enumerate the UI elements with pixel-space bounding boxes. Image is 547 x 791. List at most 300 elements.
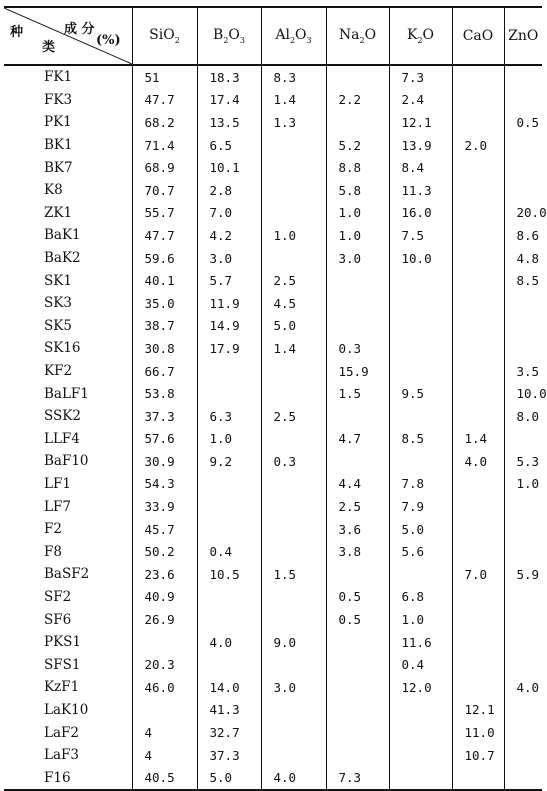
composition-value-cell: 26.9 — [132, 608, 197, 631]
table-row — [4, 224, 542, 247]
composition-value-cell: 6.5 — [197, 134, 261, 157]
composition-value-cell — [261, 495, 326, 518]
composition-value-cell: 3.5 — [504, 360, 542, 383]
composition-value-cell — [261, 247, 326, 270]
composition-value-cell — [326, 111, 389, 134]
glass-type-cell: KzF1 — [44, 679, 80, 696]
composition-value-cell — [504, 179, 542, 202]
composition-value-cell: 45.7 — [132, 518, 197, 541]
glass-type-cell: BaK2 — [44, 250, 81, 267]
composition-value-cell — [389, 405, 452, 428]
composition-value-cell: 11.0 — [452, 721, 504, 744]
composition-value-cell: 12.1 — [452, 699, 504, 722]
composition-value-cell: 1.3 — [261, 111, 326, 134]
glass-type-cell: BaSF2 — [44, 566, 90, 583]
composition-value-cell — [389, 766, 452, 790]
table-row — [4, 202, 542, 225]
column-header: $B_2O_3$ — [197, 7, 261, 65]
glass-type-cell: K8 — [44, 182, 63, 199]
composition-value-cell: 47.7 — [132, 89, 197, 112]
composition-value-cell: 3.0 — [197, 247, 261, 270]
composition-value-cell — [452, 247, 504, 270]
glass-type-cell: FK1 — [44, 69, 73, 86]
glass-type-cell: LF7 — [44, 498, 71, 515]
composition-value-cell: 7.3 — [326, 766, 389, 790]
composition-value-cell — [261, 360, 326, 383]
composition-value-cell: 3.8 — [326, 540, 389, 563]
composition-value-cell — [452, 405, 504, 428]
composition-value-cell — [452, 676, 504, 699]
table-row — [4, 134, 542, 157]
composition-value-cell: 0.4 — [389, 653, 452, 676]
composition-value-cell: 8.3 — [261, 65, 326, 89]
composition-value-cell: 17.4 — [197, 89, 261, 112]
composition-value-cell: 9.5 — [389, 382, 452, 405]
composition-value-cell — [326, 405, 389, 428]
composition-value-cell — [504, 65, 542, 89]
composition-value-cell — [197, 495, 261, 518]
composition-value-cell — [504, 134, 542, 157]
table-row — [4, 269, 542, 292]
composition-value-cell: 11.6 — [389, 631, 452, 654]
table-row — [4, 586, 542, 609]
composition-value-cell — [261, 428, 326, 451]
composition-value-cell: 1.4 — [261, 89, 326, 112]
composition-value-cell — [504, 495, 542, 518]
glass-type-cell: SK5 — [44, 317, 72, 334]
glass-type-cell: ZK1 — [44, 204, 73, 221]
composition-value-cell — [389, 450, 452, 473]
composition-value-cell: 1.0 — [389, 608, 452, 631]
composition-value-cell — [452, 179, 504, 202]
composition-value-cell — [261, 518, 326, 541]
composition-value-cell — [132, 699, 197, 722]
column-header: $K_2O$ — [389, 7, 452, 65]
composition-value-cell — [452, 111, 504, 134]
composition-value-cell — [389, 292, 452, 315]
composition-value-cell — [452, 292, 504, 315]
composition-value-cell: 0.5 — [326, 608, 389, 631]
composition-value-cell — [326, 653, 389, 676]
composition-value-cell: 13.9 — [389, 134, 452, 157]
glass-type-cell: LaF2 — [44, 724, 79, 741]
composition-value-cell — [504, 89, 542, 112]
composition-value-cell — [452, 608, 504, 631]
composition-value-cell — [504, 540, 542, 563]
composition-value-cell — [504, 631, 542, 654]
composition-value-cell — [261, 473, 326, 496]
table-row — [4, 699, 542, 722]
table-row — [4, 315, 542, 338]
composition-value-cell: 14.9 — [197, 315, 261, 338]
composition-value-cell: 10.1 — [197, 156, 261, 179]
composition-value-cell: 54.3 — [132, 473, 197, 496]
composition-value-cell — [389, 337, 452, 360]
composition-value-cell: 1.0 — [326, 224, 389, 247]
composition-value-cell — [452, 89, 504, 112]
glass-type-cell: SK3 — [44, 295, 72, 312]
composition-value-cell: 5.0 — [197, 766, 261, 790]
composition-value-cell: 20.3 — [132, 653, 197, 676]
glass-type-cell: BaLF1 — [44, 385, 89, 402]
composition-value-cell: 7.0 — [197, 202, 261, 225]
composition-value-cell: 1.0 — [261, 224, 326, 247]
composition-value-cell — [197, 653, 261, 676]
table-row — [4, 676, 542, 699]
glass-type-cell: BK7 — [44, 159, 73, 176]
composition-value-cell: 4.0 — [452, 450, 504, 473]
table-row — [4, 156, 542, 179]
composition-value-cell: 8.8 — [326, 156, 389, 179]
glass-type-cell: SF6 — [44, 611, 72, 628]
table-row — [4, 428, 542, 451]
composition-value-cell — [197, 608, 261, 631]
composition-value-cell: 3.6 — [326, 518, 389, 541]
composition-value-cell: 13.5 — [197, 111, 261, 134]
composition-value-cell: 0.4 — [197, 540, 261, 563]
composition-value-cell — [326, 450, 389, 473]
glass-type-cell: BK1 — [44, 137, 73, 154]
composition-value-cell — [504, 586, 542, 609]
composition-value-cell — [452, 65, 504, 89]
composition-value-cell — [504, 653, 542, 676]
composition-value-cell: 46.0 — [132, 676, 197, 699]
composition-value-cell: 30.9 — [132, 450, 197, 473]
composition-value-cell: 5.6 — [389, 540, 452, 563]
composition-value-cell: 0.5 — [504, 111, 542, 134]
composition-value-cell — [261, 744, 326, 767]
composition-value-cell: 18.3 — [197, 65, 261, 89]
composition-value-cell: 50.2 — [132, 540, 197, 563]
composition-value-cell — [261, 653, 326, 676]
table-row — [4, 495, 542, 518]
composition-value-cell: 8.5 — [504, 269, 542, 292]
table-row — [4, 405, 542, 428]
composition-value-cell: 10.5 — [197, 563, 261, 586]
composition-value-cell: 2.5 — [261, 269, 326, 292]
composition-value-cell: 4.7 — [326, 428, 389, 451]
composition-value-cell — [326, 676, 389, 699]
composition-value-cell — [261, 540, 326, 563]
composition-value-cell: 4.5 — [261, 292, 326, 315]
composition-value-cell: 2.0 — [452, 134, 504, 157]
glass-type-cell: LaF3 — [44, 747, 79, 764]
composition-value-cell: 8.4 — [389, 156, 452, 179]
composition-value-cell — [504, 315, 542, 338]
composition-value-cell: 40.9 — [132, 586, 197, 609]
composition-value-cell: 2.5 — [261, 405, 326, 428]
table-row — [4, 653, 542, 676]
composition-value-cell — [504, 608, 542, 631]
composition-value-cell — [452, 540, 504, 563]
composition-value-cell: 20.0 — [504, 202, 542, 225]
composition-value-cell: 66.7 — [132, 360, 197, 383]
composition-value-cell: 51 — [132, 65, 197, 89]
composition-value-cell: 3.0 — [326, 247, 389, 270]
glass-type-cell: LaK10 — [44, 701, 89, 718]
composition-value-cell: 5.7 — [197, 269, 261, 292]
table-row — [4, 65, 542, 89]
composition-value-cell: 15.9 — [326, 360, 389, 383]
column-header: $Na_2O$ — [326, 7, 389, 65]
composition-value-cell — [504, 721, 542, 744]
composition-value-cell: 23.6 — [132, 563, 197, 586]
composition-value-cell: 4.2 — [197, 224, 261, 247]
composition-value-cell: 16.0 — [389, 202, 452, 225]
composition-value-cell — [389, 360, 452, 383]
composition-value-cell — [452, 653, 504, 676]
composition-value-cell — [261, 134, 326, 157]
glass-composition-table-container — [4, 6, 547, 791]
composition-value-cell: 32.7 — [197, 721, 261, 744]
composition-value-cell: 10.7 — [452, 744, 504, 767]
glass-type-cell: KF2 — [44, 363, 73, 380]
corner-label-category: 类 — [42, 40, 56, 55]
composition-value-cell: 40.1 — [132, 269, 197, 292]
composition-value-cell — [326, 699, 389, 722]
composition-value-cell: 1.0 — [197, 428, 261, 451]
composition-value-cell: 17.9 — [197, 337, 261, 360]
glass-type-cell: BaF10 — [44, 453, 89, 470]
composition-value-cell — [197, 518, 261, 541]
composition-value-cell: 37.3 — [132, 405, 197, 428]
glass-type-cell: PK1 — [44, 114, 72, 131]
glass-type-cell: SSK2 — [44, 408, 81, 425]
composition-value-cell: 10.0 — [389, 247, 452, 270]
composition-value-cell: 4.0 — [261, 766, 326, 790]
composition-value-cell: 4 — [132, 721, 197, 744]
table-row — [4, 766, 542, 790]
composition-value-cell — [504, 699, 542, 722]
composition-value-cell: 53.8 — [132, 382, 197, 405]
composition-value-cell: 11.9 — [197, 292, 261, 315]
corner-label-kind: 种 — [10, 25, 24, 40]
composition-value-cell — [389, 744, 452, 767]
table-row — [4, 518, 542, 541]
column-header: SiO$_2$ — [132, 7, 197, 65]
composition-value-cell: 35.0 — [132, 292, 197, 315]
composition-value-cell — [452, 202, 504, 225]
glass-type-cell: F8 — [44, 543, 62, 560]
composition-value-cell: 59.6 — [132, 247, 197, 270]
composition-value-cell: 2.5 — [326, 495, 389, 518]
composition-value-cell — [261, 156, 326, 179]
composition-value-cell: 1.5 — [326, 382, 389, 405]
column-header: CaO — [452, 7, 504, 65]
corner-header-cell — [4, 7, 132, 65]
composition-value-cell: 5.0 — [389, 518, 452, 541]
composition-value-cell — [452, 224, 504, 247]
composition-value-cell — [452, 269, 504, 292]
composition-value-cell: 2.2 — [326, 89, 389, 112]
composition-value-cell: 7.5 — [389, 224, 452, 247]
composition-value-cell: 4.0 — [504, 676, 542, 699]
composition-value-cell: 1.4 — [261, 337, 326, 360]
composition-value-cell: 1.4 — [452, 428, 504, 451]
composition-value-cell: 5.8 — [326, 179, 389, 202]
glass-type-cell: PKS1 — [44, 634, 82, 651]
glass-type-cell: SK1 — [44, 272, 72, 289]
composition-value-cell: 12.0 — [389, 676, 452, 699]
composition-value-cell: 7.9 — [389, 495, 452, 518]
composition-value-cell — [326, 563, 389, 586]
composition-value-cell — [452, 382, 504, 405]
composition-value-cell — [504, 337, 542, 360]
composition-value-cell — [504, 428, 542, 451]
table-row — [4, 721, 542, 744]
table-row — [4, 292, 542, 315]
composition-value-cell — [261, 179, 326, 202]
glass-type-cell: SK16 — [44, 340, 81, 357]
composition-value-cell: 9.0 — [261, 631, 326, 654]
composition-value-cell — [389, 699, 452, 722]
composition-value-cell — [452, 315, 504, 338]
table-row — [4, 179, 542, 202]
composition-value-cell — [326, 744, 389, 767]
composition-value-cell: 1.0 — [504, 473, 542, 496]
composition-value-cell: 7.3 — [389, 65, 452, 89]
composition-value-cell — [389, 721, 452, 744]
composition-value-cell: 0.3 — [261, 450, 326, 473]
composition-value-cell: 1.0 — [326, 202, 389, 225]
composition-value-cell — [504, 766, 542, 790]
composition-value-cell — [452, 360, 504, 383]
glass-composition-table — [4, 6, 547, 791]
composition-value-cell — [261, 721, 326, 744]
composition-value-cell — [389, 269, 452, 292]
composition-value-cell: 8.0 — [504, 405, 542, 428]
table-row — [4, 111, 542, 134]
composition-value-cell: 37.3 — [197, 744, 261, 767]
composition-value-cell — [261, 699, 326, 722]
composition-value-cell — [452, 766, 504, 790]
composition-value-cell: 14.0 — [197, 676, 261, 699]
composition-value-cell — [326, 292, 389, 315]
composition-value-cell: 1.5 — [261, 563, 326, 586]
composition-value-cell — [452, 631, 504, 654]
column-header: ZnO — [504, 7, 542, 65]
composition-value-cell — [326, 65, 389, 89]
composition-value-cell: 6.8 — [389, 586, 452, 609]
composition-value-cell — [261, 608, 326, 631]
header-row — [4, 7, 542, 65]
composition-value-cell — [197, 586, 261, 609]
composition-value-cell: 11.3 — [389, 179, 452, 202]
composition-value-cell: 7.0 — [452, 563, 504, 586]
composition-value-cell: 5.2 — [326, 134, 389, 157]
composition-value-cell: 4.4 — [326, 473, 389, 496]
composition-value-cell — [504, 292, 542, 315]
composition-value-cell — [261, 382, 326, 405]
composition-value-cell: 38.7 — [132, 315, 197, 338]
composition-value-cell — [197, 382, 261, 405]
composition-value-cell: 10.0 — [504, 382, 542, 405]
composition-value-cell: 4.8 — [504, 247, 542, 270]
column-header: $Al_2O_3$ — [261, 7, 326, 65]
composition-value-cell: 30.8 — [132, 337, 197, 360]
composition-value-cell: 5.3 — [504, 450, 542, 473]
composition-value-cell: 33.9 — [132, 495, 197, 518]
table-row — [4, 382, 542, 405]
glass-type-cell: LF1 — [44, 475, 71, 492]
composition-value-cell: 6.3 — [197, 405, 261, 428]
composition-value-cell — [326, 269, 389, 292]
table-row — [4, 473, 542, 496]
composition-value-cell: 0.5 — [326, 586, 389, 609]
composition-value-cell: 55.7 — [132, 202, 197, 225]
composition-value-cell — [326, 315, 389, 338]
composition-value-cell — [504, 156, 542, 179]
table-row — [4, 563, 542, 586]
glass-type-cell: BaK1 — [44, 227, 81, 244]
table-row — [4, 337, 542, 360]
table-row — [4, 540, 542, 563]
composition-value-cell: 71.4 — [132, 134, 197, 157]
composition-value-cell — [452, 156, 504, 179]
table-row — [4, 608, 542, 631]
composition-value-cell: 5.9 — [504, 563, 542, 586]
composition-value-cell: 0.3 — [326, 337, 389, 360]
glass-type-cell: SFS1 — [44, 656, 81, 673]
glass-type-cell: F2 — [44, 521, 62, 538]
composition-value-cell: 2.4 — [389, 89, 452, 112]
composition-value-cell: 7.8 — [389, 473, 452, 496]
composition-value-cell: 2.8 — [197, 179, 261, 202]
table-row — [4, 450, 542, 473]
glass-type-cell: F16 — [4, 766, 132, 790]
glass-type-cell: LLF4 — [44, 430, 80, 447]
composition-value-cell — [261, 202, 326, 225]
composition-value-cell — [132, 631, 197, 654]
composition-value-cell: 68.9 — [132, 156, 197, 179]
composition-value-cell — [452, 518, 504, 541]
composition-value-cell — [197, 360, 261, 383]
table-row — [4, 247, 542, 270]
table-row — [4, 744, 542, 767]
composition-value-cell: 4.0 — [197, 631, 261, 654]
composition-value-cell — [452, 495, 504, 518]
glass-type-cell: FK3 — [44, 91, 73, 108]
composition-value-cell — [452, 337, 504, 360]
composition-value-cell: 8.5 — [389, 428, 452, 451]
composition-value-cell — [326, 631, 389, 654]
composition-value-cell: 40.5 — [132, 766, 197, 790]
composition-value-cell — [504, 744, 542, 767]
table-row — [4, 360, 542, 383]
composition-value-cell — [326, 721, 389, 744]
corner-label-percent: (%) — [96, 33, 121, 48]
composition-value-cell — [504, 518, 542, 541]
composition-value-cell: 9.2 — [197, 450, 261, 473]
composition-value-cell: 47.7 — [132, 224, 197, 247]
composition-value-cell — [261, 586, 326, 609]
composition-value-cell: 3.0 — [261, 676, 326, 699]
composition-value-cell: 70.7 — [132, 179, 197, 202]
table-body — [4, 65, 547, 790]
glass-type-cell: SF2 — [44, 588, 72, 605]
composition-value-cell: 57.6 — [132, 428, 197, 451]
composition-value-cell: 68.2 — [132, 111, 197, 134]
composition-value-cell: 5.0 — [261, 315, 326, 338]
composition-value-cell: 41.3 — [197, 699, 261, 722]
table-row — [4, 631, 542, 654]
corner-label-component: 成 分 — [64, 22, 95, 37]
composition-value-cell — [197, 473, 261, 496]
table-row — [4, 89, 542, 112]
composition-value-cell — [389, 563, 452, 586]
composition-value-cell: 4 — [132, 744, 197, 767]
composition-value-cell — [452, 473, 504, 496]
